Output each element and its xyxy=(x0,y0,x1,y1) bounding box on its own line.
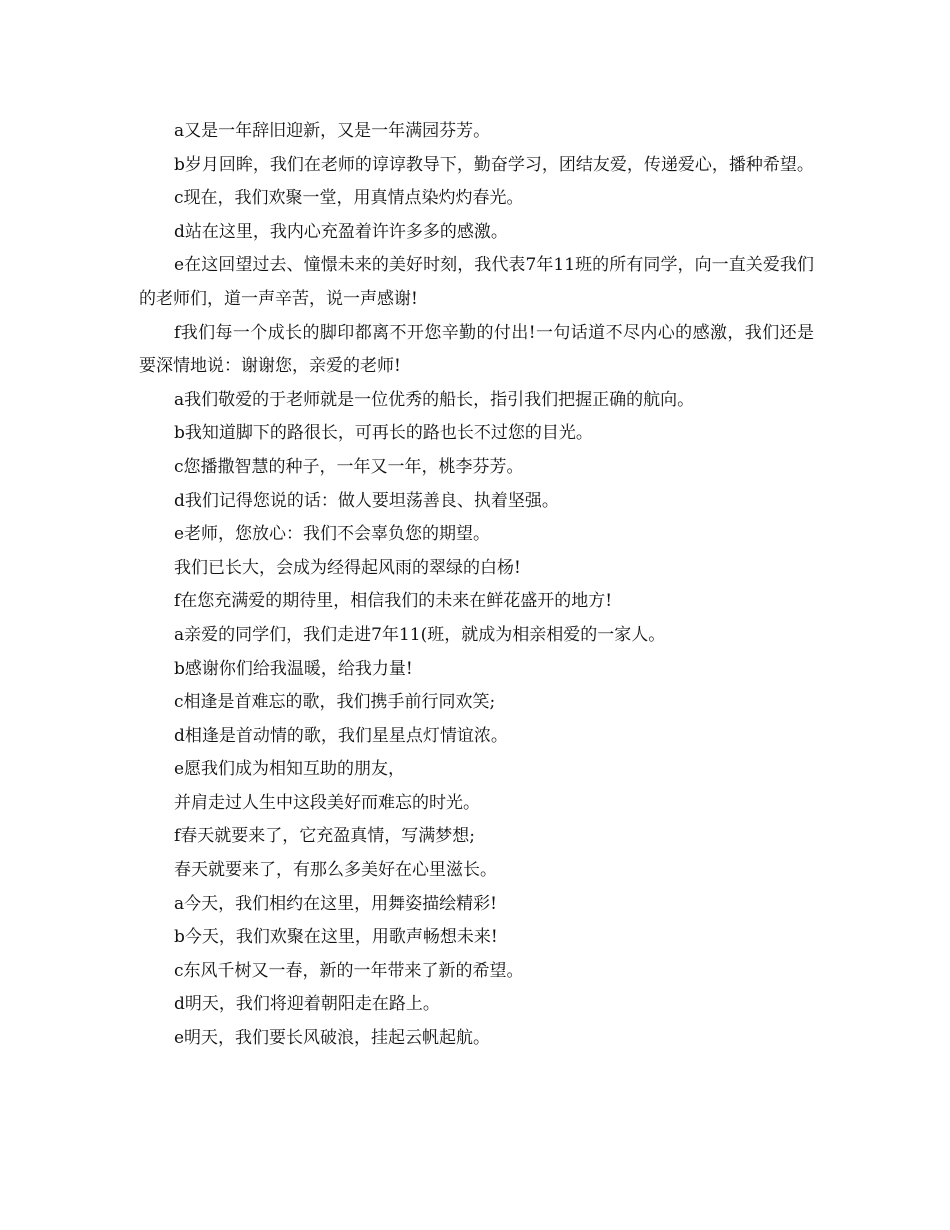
paragraph: b岁月回眸，我们在老师的谆谆教导下，勤奋学习，团结友爱，传递爱心，播种希望。 xyxy=(174,154,814,175)
paragraph: d我们记得您说的话：做人要坦荡善良、执着坚强。 xyxy=(174,490,559,511)
paragraph: a我们敬爱的于老师就是一位优秀的船长，指引我们把握正确的航向。 xyxy=(174,389,695,410)
paragraph: e明天，我们要长风破浪，挂起云帆起航。 xyxy=(174,1028,491,1049)
paragraph: e愿我们成为相知互助的朋友， xyxy=(174,759,406,780)
paragraph: d站在这里，我内心充盈着许许多多的感激。 xyxy=(174,221,508,242)
paragraph: b我知道脚下的路很长，可再长的路也长不过您的目光。 xyxy=(174,423,593,444)
paragraph: c东风千树又一春，新的一年带来了新的希望。 xyxy=(174,960,524,981)
paragraph: e在这回望过去、憧憬未来的美好时刻，我代表7年11班的所有同学，向一直关爱我们的老师们，道一声辛苦，说一声感谢! xyxy=(139,255,814,309)
paragraph: a又是一年辞旧迎新，又是一年满园芬芳。 xyxy=(174,121,491,141)
paragraph: c相逢是首难忘的歌，我们携手前行同欢笑; xyxy=(174,692,496,713)
paragraph: c您播撒智慧的种子，一年又一年，桃李芬芳。 xyxy=(174,456,524,477)
paragraph: 并肩走过人生中这段美好而难忘的时光。 xyxy=(174,792,480,813)
paragraph: a今天，我们相约在这里，用舞姿描绘精彩! xyxy=(174,893,497,914)
paragraph: f春天就要来了，它充盈真情，写满梦想; xyxy=(174,826,476,847)
paragraph: d明天，我们将迎着朝阳走在路上。 xyxy=(174,994,440,1015)
paragraph: b感谢你们给我温暖，给我力量! xyxy=(174,658,413,679)
paragraph: a亲爱的同学们，我们走进7年11(班，就成为相亲相爱的一家人。 xyxy=(174,624,666,645)
paragraph: e老师，您放心：我们不会辜负您的期望。 xyxy=(174,524,491,545)
paragraph: c现在，我们欢聚一堂，用真情点染灼灼春光。 xyxy=(174,188,524,209)
paragraph: f在您充满爱的期待里，相信我们的未来在鲜花盛开的地方! xyxy=(174,591,613,612)
paragraph: 春天就要来了，有那么多美好在心里滋长。 xyxy=(174,860,497,881)
paragraph: f我们每一个成长的脚印都离不开您辛勤的付出!一句话道不尽内心的感激，我们还是要深情地说：谢谢您，亲爱的老师! xyxy=(139,322,814,377)
paragraph: b今天，我们欢聚在这里，用歌声畅想未来! xyxy=(174,927,498,948)
paragraph: 我们已长大，会成为经得起风雨的翠绿的白杨! xyxy=(174,557,521,578)
document-body xyxy=(139,115,814,1056)
paragraph: d相逢是首动情的歌，我们星星点灯情谊浓。 xyxy=(174,725,508,746)
